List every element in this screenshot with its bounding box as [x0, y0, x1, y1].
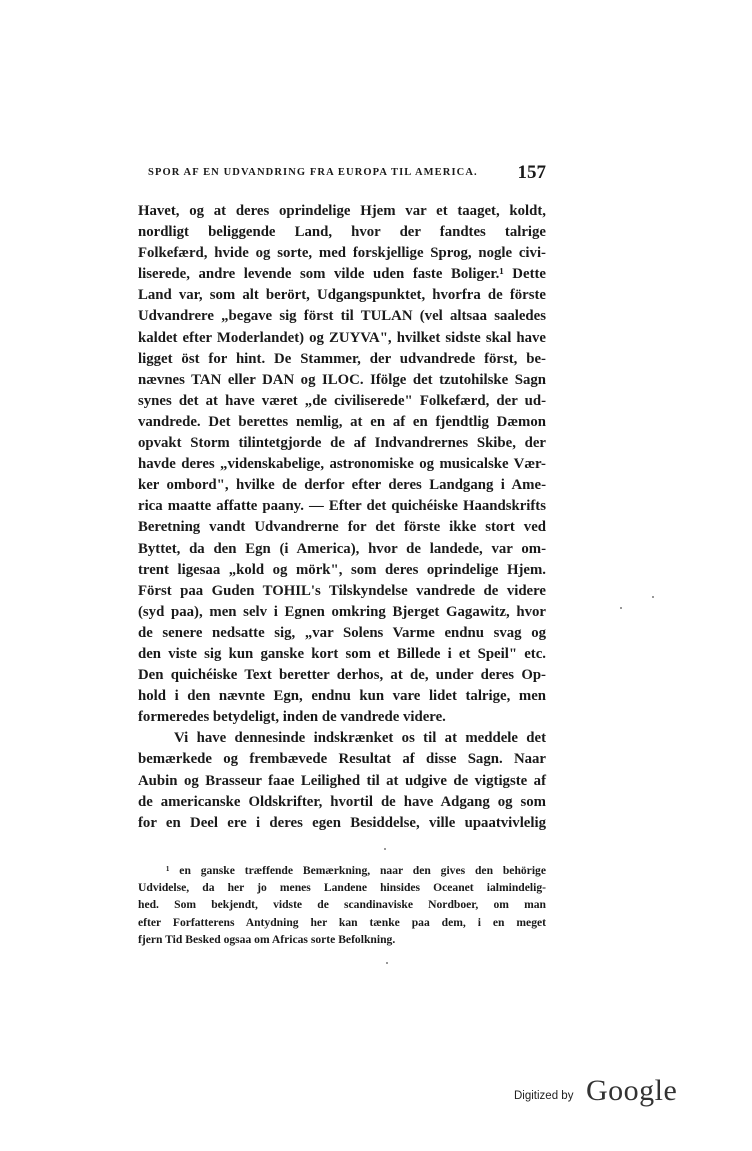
text-line: Byttet, da den Egn (i America), hvor de landede, var om-: [138, 540, 546, 557]
digitized-by-google-watermark: [514, 1074, 684, 1112]
footnote-line: hed. Som bekjendt, vidste de scandinaviske Nordboer, om man: [138, 898, 546, 912]
footnote-line: ¹ en ganske træffende Bemærkning, naar den gives den behörige: [166, 864, 546, 877]
text-line: Först paa Guden TOHIL's Tilskyndelse vandrede de videre: [138, 582, 546, 599]
text-line: Den quichéiske Text beretter derhos, at de, under deres Op-: [138, 667, 546, 684]
text-line: liserede, andre levende som vilde uden faste Boliger.¹ Dette: [138, 266, 546, 283]
text-line: rica maatte affatte paany. — Efter det quichéiske Haandskrifts: [138, 498, 546, 515]
text-line: de senere nedsatte sig, „var Solens Varme endnu svag og: [138, 624, 546, 641]
text-line: opvakt Storm tilintetgjorde de af Indvandrernes Skibe, der: [138, 435, 546, 452]
text-line: nævnes TAN eller DAN og ILOC. Ifölge det tzutohilske Sagn: [138, 371, 546, 388]
text-line: hold i den nævnte Egn, endnu kun vare lidet talrige, men: [138, 688, 546, 705]
text-line: vandrede. Det berettes nemlig, at en af en fjendtlig Dæmon: [138, 413, 546, 430]
text-line: bemærkede og frembævede Resultat af disse Sagn. Naar: [138, 751, 546, 768]
footnote-line: fjern Tid Besked ogsaa om Africas sorte Befolkning.: [138, 932, 396, 946]
text-line: trent ligesaa „kold og mörk", som deres oprindelige Hjem.: [138, 561, 546, 578]
text-line: Havet, og at deres oprindelige Hjem var et taaget, koldt,: [138, 203, 546, 219]
text-line: synes det at have været „de civiliserede" Folkefærd, der ud-: [138, 392, 546, 409]
text-line: for en Deel ere i deres egen Besiddelse, ville upaatvivlelig: [138, 814, 546, 831]
running-title: SPOR AF EN UDVANDRING FRA EUROPA TIL AMERICA.: [148, 167, 478, 178]
text-line: kaldet efter Moderlandet) og ZUYVA", hvilket sidste skal have: [138, 329, 546, 346]
scan-speck: [386, 962, 388, 964]
body-text: [138, 201, 546, 834]
text-line: Aubin og Brasseur faae Leilighed til at udgive de vigtigste af: [138, 772, 546, 789]
watermark-caption: Digitized by: [514, 1090, 574, 1102]
google-logo: Google: [586, 1074, 678, 1107]
footnote-line: Udvidelse, da her jo menes Landene hinsides Oceanet ialmindelig-: [138, 881, 546, 895]
text-line: Udvandrere „begave sig först til TULAN (vel altsaa saaledes: [138, 308, 546, 325]
text-line: (syd paa), men selv i Egnen omkring Bjerget Gagawitz, hvor: [138, 603, 546, 620]
text-line: havde deres „videnskabelige, astronomiske og musicalske Vær-: [138, 456, 546, 473]
text-line: ligget öst for hint. De Stammer, der udvandrede först, be-: [138, 350, 546, 367]
text-line: nordligt beliggende Land, hvor der fandtes talrige: [138, 224, 546, 241]
scan-speck: [384, 848, 386, 850]
text-line: ker ombord", hvilke de derfor efter deres Landgang i Ame-: [138, 477, 546, 494]
footnotes: [138, 862, 546, 948]
text-line-paragraph-start: Vi have dennesinde indskrænket os til at meddele det: [174, 730, 546, 747]
scan-speck: [652, 596, 654, 598]
text-line: Land var, som alt berört, Udgangspunktet, hvorfra de förste: [138, 287, 546, 304]
text-line: Beretning vandt Udvandrerne for det förste ikke stort ved: [138, 519, 546, 536]
page-header: [148, 162, 546, 184]
scan-speck: [620, 607, 622, 609]
text-line: den viste sig kun ganske kort som et Billede i et Speil" etc.: [138, 645, 546, 662]
text-line-paragraph-end: formeredes betydeligt, inden de vandrede videre.: [138, 709, 446, 726]
text-line: Folkefærd, hvide og sorte, med forskjellige Sprog, nogle civi-: [138, 245, 546, 262]
footnote-line: efter Forfatterens Antydning her kan tænke paa dem, i en meget: [138, 915, 546, 929]
page-number: 157: [517, 162, 546, 183]
text-line: de americanske Oldskrifter, hvortil de have Adgang og som: [138, 793, 546, 810]
